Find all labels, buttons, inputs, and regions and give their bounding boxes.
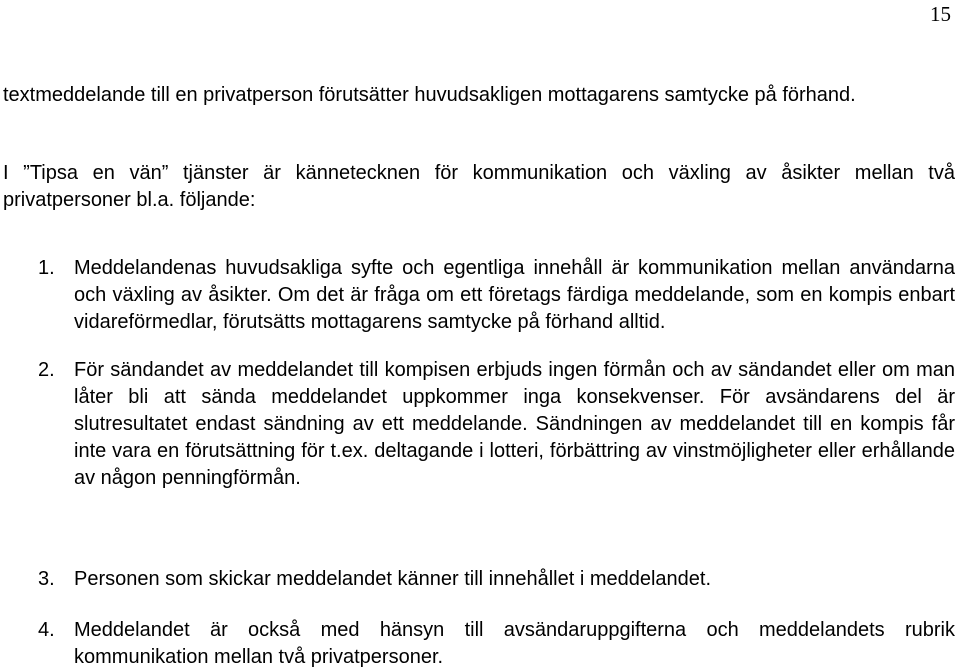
list-item-text: Personen som skickar meddelandet känner till innehållet i meddelandet.: [74, 568, 712, 590]
paragraph-tipsa-en-van: I ”Tipsa en vän” tjänster är kännetecknen för kommunikation och växling av åsikter mellan två privatpersoner bl.a. följande:: [3, 162, 955, 211]
list-item: [38, 357, 955, 492]
list-item: [38, 617, 955, 671]
page-number: 15: [930, 2, 951, 26]
list-item-number: 2.: [38, 359, 55, 381]
list-item-text: För sändandet av meddelandet till kompisen erbjuds ingen förmån och av sändandet eller om man låter bli att sända meddelandet uppkommer inga konsekvenser. För avsändarens del är slutresultatet endast sändning av ett meddelande. Sändningen av meddelandet till en kompis får inte vara en förutsättning för t.ex. deltagande i lotteri, förbättring av vinstmöjligheter eller erhållande av någon penningförmån.: [74, 359, 955, 489]
paragraph-consent: textmeddelande till en privatperson förutsätter huvudsakligen mottagarens samtycke på förhand.: [3, 84, 856, 106]
list-item-number: 4.: [38, 619, 55, 641]
list-item-number: 3.: [38, 568, 55, 590]
list-item: [38, 255, 955, 336]
list-item-text: Meddelandet är också med hänsyn till avsändaruppgifterna och meddelandets rubrik kommunikation mellan två privatpersoner.: [74, 619, 955, 668]
list-item: [38, 566, 955, 593]
list-item-number: 1.: [38, 257, 55, 279]
list-item-text: Meddelandenas huvudsakliga syfte och egentliga innehåll är kommunikation mellan användarna och växling av åsikter. Om det är fråga om ett företags färdiga meddelande, som en kompis enbart vidareförmedlar, förutsätts mottagarens samtycke på förhand alltid.: [74, 257, 955, 333]
